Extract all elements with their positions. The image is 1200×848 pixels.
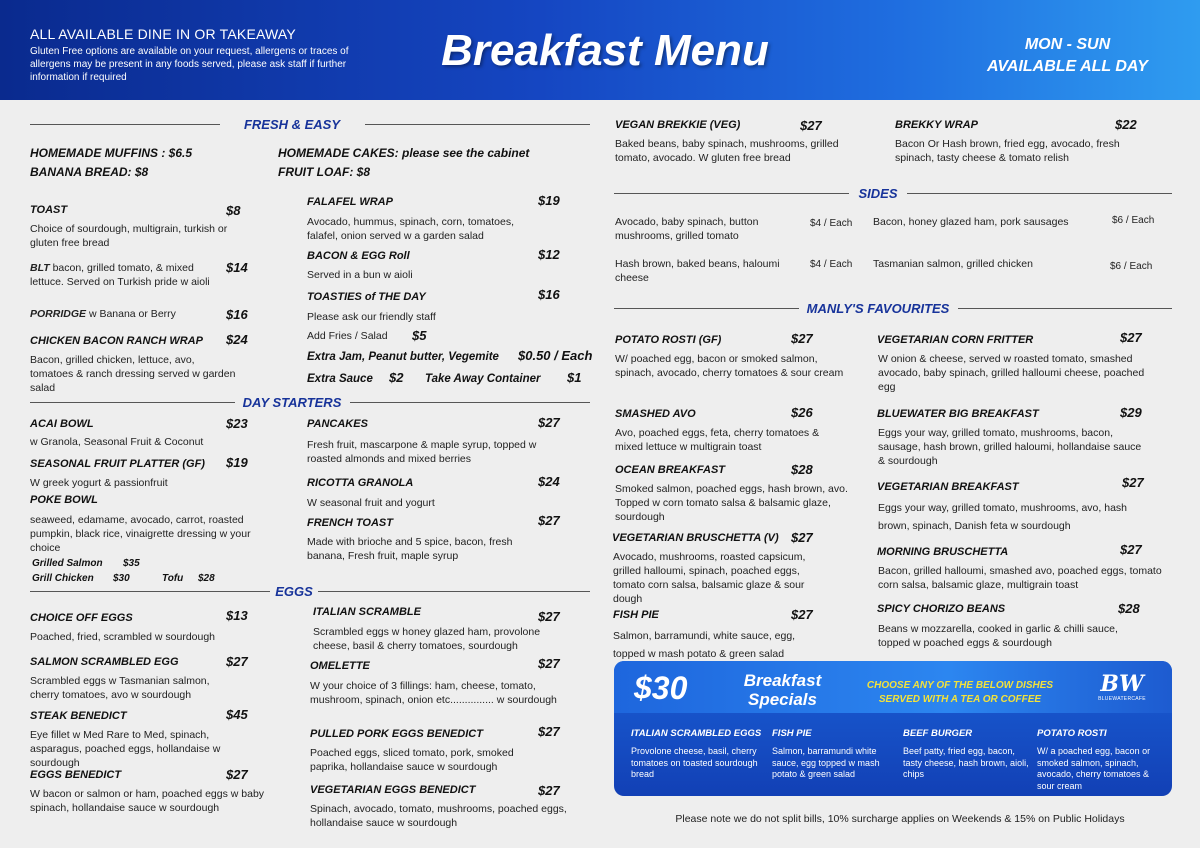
toast-price: $8: [226, 203, 241, 218]
choice-eggs-name: CHOICE OFF EGGS: [30, 612, 133, 624]
corn-fritter-name: VEGETARIAN CORN FRITTER: [877, 334, 1034, 346]
omelette-name: OMELETTE: [310, 660, 370, 672]
eggs-benedict-desc: W bacon or salmon or ham, poached eggs w baby spinach, hollandaise sauce w sourdough: [30, 788, 265, 814]
pulled-pork-benedict-desc: Poached eggs, sliced tomato, pork, smoked paprika, hollandaise sauce w sourdough: [310, 747, 514, 773]
divider: [614, 308, 799, 309]
poke-bowl-name: POKE BOWL: [30, 494, 98, 506]
takeaway-container-label: Take Away Container: [425, 373, 541, 385]
section-sides: SIDES: [858, 186, 898, 201]
french-toast-desc: Made with brioche and 5 spice, bacon, fresh banana, Fresh fruit, maple syrup: [307, 536, 513, 562]
grilled-salmon-option: Grilled Salmon: [32, 558, 103, 569]
smashed-avo-name: SMASHED AVO: [615, 408, 696, 420]
ocean-breakfast-desc: Smoked salmon, poached eggs, hash brown, avo. Topped w corn tomato salsa & balsamic glaze, sourdough: [615, 483, 848, 523]
morning-bruschetta-desc: Bacon, grilled halloumi, smashed avo, poached eggs, tomato corn salsa, balsamic glaze, multigrain toast: [878, 565, 1162, 591]
porridge-price: $16: [226, 307, 248, 322]
blt-price: $14: [226, 260, 248, 275]
muffins-item: HOMEMADE MUFFINS : $6.5: [30, 146, 193, 160]
vegan-brekkie-price: $27: [800, 118, 822, 133]
french-toast-name: FRENCH TOAST: [307, 517, 393, 529]
veg-bruschetta-desc: Avocado, mushrooms, roasted capsicum, grilled halloumi, spinach, poached eggs, tomato corn salsa, balsamic glaze & sour dough: [613, 551, 806, 605]
falafel-wrap-name: FALAFEL WRAP: [307, 196, 393, 208]
billing-note: Please note we do not split bills, 10% surcharge applies on Weekends & 15% on Public Holidays: [675, 813, 1125, 825]
logo-monogram: BW: [1100, 671, 1144, 697]
salmon-scrambled-name: SALMON SCRAMBLED EGG: [30, 656, 179, 668]
side-meats: Bacon, honey glazed ham, pork sausages: [873, 216, 1069, 228]
pulled-pork-benedict-name: PULLED PORK EGGS BENEDICT: [310, 728, 483, 740]
grill-chicken-option: Grill Chicken: [32, 573, 94, 584]
fish-pie-name: FISH PIE: [613, 609, 659, 621]
chorizo-beans-price: $28: [1118, 601, 1140, 616]
veg-breakfast-price: $27: [1122, 475, 1144, 490]
side-salmon-chicken: Tasmanian salmon, grilled chicken: [873, 258, 1033, 270]
section-fresh-easy: FRESH & EASY: [243, 117, 341, 132]
steak-benedict-desc: Eye fillet w Med Rare to Med, spinach, asparagus, poached eggs, hollandaise w sourdough: [30, 729, 221, 769]
smashed-avo-price: $26: [791, 405, 813, 420]
specials-title-line1: Breakfast: [743, 671, 822, 690]
side-meats-price: $6 / Each: [1112, 215, 1155, 226]
brekky-wrap-price: $22: [1115, 117, 1137, 132]
divider: [958, 308, 1172, 309]
morning-bruschetta-price: $27: [1120, 542, 1142, 557]
blt-desc: bacon, grilled tomato, & mixed lettuce. Served on Turkish pride w aioli: [30, 262, 210, 288]
cbr-wrap-desc: Bacon, grilled chicken, lettuce, avo, tomatoes & ranch dressing served w garden salad: [30, 354, 236, 394]
steak-benedict-name: STEAK BENEDICT: [30, 710, 127, 722]
veg-benedict-price: $27: [538, 783, 560, 798]
pancakes-name: PANCAKES: [307, 418, 368, 430]
cbr-wrap-name: CHICKEN BACON RANCH WRAP: [30, 335, 203, 347]
special-item-desc: Provolone cheese, basil, cherry tomatoes on toasted sourdough bread: [631, 746, 758, 779]
divider: [614, 193, 849, 194]
salmon-scrambled-desc: Scrambled eggs w Tasmanian salmon, cherry tomatoes, avo w sourdough: [30, 675, 210, 701]
specials-served-note: SERVED WITH A TEA OR COFFEE: [878, 694, 1042, 705]
pancakes-price: $27: [538, 415, 560, 430]
fish-pie-desc: Salmon, barramundi, white sauce, egg, topped w mash potato & green salad: [613, 630, 796, 660]
availability-label: AVAILABLE ALL DAY: [987, 58, 1148, 75]
menu-title: Breakfast Menu: [441, 26, 769, 75]
special-item-desc: Beef patty, fried egg, bacon, tasty cheese, hash brown, aioli, chips: [903, 746, 1029, 779]
side-hashbrown-price: $4 / Each: [810, 259, 853, 270]
italian-scramble-name: ITALIAN SCRAMBLE: [313, 606, 421, 618]
steak-benedict-price: $45: [226, 707, 248, 722]
add-fries-label: Add Fries / Salad: [307, 330, 388, 342]
ocean-breakfast-price: $28: [791, 462, 813, 477]
add-fries-price: $5: [412, 328, 427, 343]
side-vegetables-price: $4 / Each: [810, 218, 853, 229]
specials-price: $30: [634, 670, 688, 706]
cbr-wrap-price: $24: [226, 332, 248, 347]
ricotta-granola-desc: W seasonal fruit and yogurt: [307, 497, 435, 509]
bluewater-cafe-logo: [1098, 672, 1146, 708]
logo-subtext: BLUEWATERCAFE: [1098, 696, 1146, 702]
ocean-breakfast-name: OCEAN BREAKFAST: [615, 464, 726, 476]
fruit-platter-name: SEASONAL FRUIT PLATTER (GF): [30, 458, 205, 470]
special-item-name: FISH PIE: [772, 728, 812, 739]
potato-rosti-desc: W/ poached egg, bacon or smoked salmon, spinach, avocado, cherry tomatoes & sour cream: [615, 353, 844, 379]
toast-desc: Choice of sourdough, multigrain, turkish or gluten free bread: [30, 223, 228, 249]
eggs-benedict-name: EGGS BENEDICT: [30, 769, 122, 781]
potato-rosti-name: POTATO ROSTI (GF): [615, 334, 722, 346]
special-item-desc: Salmon, barramundi white sauce, egg topped w mash potato & green salad: [772, 746, 880, 779]
corn-fritter-desc: W onion & cheese, served w roasted tomato, smashed avocado, baby spinach, grilled halloumi cheese, poached egg: [878, 353, 1145, 393]
poke-bowl-desc: seaweed, edamame, avocado, carrot, roasted pumpkin, black rice, vinaigrette dressing w your choice: [30, 514, 251, 554]
divider: [350, 402, 590, 403]
special-item-name: POTATO ROSTI: [1037, 728, 1107, 739]
extra-sauce-label: Extra Sauce: [307, 373, 373, 385]
morning-bruschetta-name: MORNING BRUSCHETTA: [877, 546, 1009, 558]
potato-rosti-price: $27: [791, 331, 813, 346]
choice-eggs-price: $13: [226, 608, 248, 623]
section-eggs: EGGS: [275, 584, 313, 599]
ricotta-granola-name: RICOTTA GRANOLA: [307, 477, 414, 489]
choice-eggs-desc: Poached, fried, scrambled w sourdough: [30, 631, 216, 643]
fish-pie-price: $27: [791, 607, 813, 622]
section-manlys-favourites: MANLY'S FAVOURITES: [806, 301, 950, 316]
bacon-egg-roll-price: $12: [538, 247, 560, 262]
tofu-price: $28: [198, 573, 215, 584]
toasties-name: TOASTIES of THE DAY: [307, 291, 426, 303]
french-toast-price: $27: [538, 513, 560, 528]
specials-choose-note: CHOOSE ANY OF THE BELOW DISHES: [866, 680, 1054, 691]
grill-chicken-price: $30: [113, 573, 130, 584]
divider: [365, 124, 590, 125]
section-day-starters: DAY STARTERS: [242, 395, 342, 410]
veg-bruschetta-name: VEGETARIAN BRUSCHETTA (V): [612, 532, 779, 544]
takeaway-container-price: $1: [567, 370, 582, 385]
brekky-wrap-name: BREKKY WRAP: [895, 119, 978, 131]
divider: [30, 402, 235, 403]
chorizo-beans-desc: Beans w mozzarella, cooked in garlic & chilli sauce, topped w poached eggs & sourdough: [878, 623, 1118, 649]
specials-title-line2: Specials: [748, 690, 817, 709]
falafel-wrap-desc: Avocado, hummus, spinach, corn, tomatoes, falafel, onion served w a garden salad: [307, 216, 514, 242]
big-breakfast-name: BLUEWATER BIG BREAKFAST: [877, 408, 1039, 420]
chorizo-beans-name: SPICY CHORIZO BEANS: [877, 603, 1006, 615]
side-vegetables: Avocado, baby spinach, button mushrooms, grilled tomato: [615, 216, 759, 242]
bacon-egg-roll-name: BACON & EGG Roll: [307, 250, 410, 262]
bacon-egg-roll-desc: Served in a bun w aioli: [307, 269, 413, 281]
pulled-pork-benedict-price: $27: [538, 724, 560, 739]
divider: [30, 124, 220, 125]
porridge-name: PORRIDGE: [30, 308, 87, 320]
italian-scramble-desc: Scrambled eggs w honey glazed ham, provolone cheese, basil & cherry tomatoes, sourdough: [313, 626, 541, 652]
divider: [30, 591, 270, 592]
toasties-price: $16: [538, 287, 560, 302]
fruit-platter-price: $19: [226, 455, 248, 470]
toasties-desc: Please ask our friendly staff: [307, 311, 436, 323]
side-hashbrown: Hash brown, baked beans, haloumi cheese: [615, 258, 780, 284]
omelette-desc: W your choice of 3 fillings: ham, cheese, tomato, mushroom, spinach, onion etc............... w sourdough: [310, 680, 557, 706]
italian-scramble-price: $27: [538, 609, 560, 624]
banana-bread-item: BANANA BREAD: $8: [30, 165, 149, 179]
salmon-scrambled-price: $27: [226, 654, 248, 669]
veg-benedict-desc: Spinach, avocado, tomato, mushrooms, poached eggs, hollandaise sauce w sourdough: [310, 803, 567, 829]
veg-benedict-name: VEGETARIAN EGGS BENEDICT: [310, 784, 476, 796]
allergen-notice: Gluten Free options are available on your request, allergens or traces of allergens may be present in any foods served, please ask staff if further information if required: [30, 46, 349, 83]
special-item-name: BEEF BURGER: [903, 728, 973, 739]
divider: [318, 591, 590, 592]
veg-breakfast-desc: Eggs your way, grilled tomato, mushrooms, avo, hash brown, spinach, Danish feta w sourdough: [878, 502, 1128, 532]
cakes-item: HOMEMADE CAKES: please see the cabinet: [278, 146, 530, 160]
divider: [907, 193, 1172, 194]
grilled-salmon-price: $35: [123, 558, 140, 569]
extra-jam-label: Extra Jam, Peanut butter, Vegemite: [307, 351, 499, 363]
vegan-brekkie-desc: Baked beans, baby spinach, mushrooms, grilled tomato, avocado. W gluten free bread: [615, 138, 839, 164]
tofu-option: Tofu: [162, 573, 184, 584]
acai-bowl-price: $23: [226, 416, 248, 431]
blt-name: BLT: [30, 262, 50, 274]
fruit-loaf-item: FRUIT LOAF: $8: [278, 165, 370, 179]
falafel-wrap-price: $19: [538, 193, 560, 208]
eggs-benedict-price: $27: [226, 767, 248, 782]
blt-item: [30, 261, 225, 289]
corn-fritter-price: $27: [1120, 330, 1142, 345]
special-item-desc: W/ a poached egg, bacon or smoked salmon, spinach, avocado, cherry tomatoes & sour cream: [1037, 746, 1151, 791]
toast-name: TOAST: [30, 204, 68, 216]
porridge-item: [30, 307, 176, 321]
brekky-wrap-desc: Bacon Or Hash brown, fried egg, avocado, fresh spinach, tasty cheese & tomato relish: [895, 138, 1120, 164]
side-salmon-chicken-price: $6 / Each: [1110, 261, 1153, 272]
porridge-desc: w Banana or Berry: [88, 308, 176, 320]
smashed-avo-desc: Avo, poached eggs, feta, cherry tomatoes & mixed lettuce w multigrain toast: [615, 427, 820, 453]
acai-bowl-name: ACAI BOWL: [30, 418, 94, 430]
dine-in-notice: ALL AVAILABLE DINE IN OR TAKEAWAY: [30, 26, 296, 42]
acai-bowl-desc: w Granola, Seasonal Fruit & Coconut: [30, 436, 204, 448]
ricotta-granola-price: $24: [538, 474, 560, 489]
extra-jam-price: $0.50 / Each: [518, 348, 593, 363]
vegan-brekkie-name: VEGAN BREKKIE (VEG): [615, 119, 741, 131]
fruit-platter-desc: W greek yogurt & passionfruit: [30, 477, 168, 489]
pancakes-desc: Fresh fruit, mascarpone & maple syrup, topped w roasted almonds and mixed berries: [307, 439, 537, 465]
omelette-price: $27: [538, 656, 560, 671]
veg-breakfast-name: VEGETARIAN BREAKFAST: [877, 481, 1019, 493]
veg-bruschetta-price: $27: [791, 530, 813, 545]
big-breakfast-desc: Eggs your way, grilled tomato, mushrooms, bacon, sausage, hash brown, grilled haloumi, hollandaise sauce & sourdough: [878, 427, 1142, 467]
extra-sauce-price: $2: [389, 370, 404, 385]
days-label: MON - SUN: [1024, 36, 1111, 53]
big-breakfast-price: $29: [1120, 405, 1142, 420]
special-item-name: ITALIAN SCRAMBLED EGGS: [631, 728, 762, 739]
